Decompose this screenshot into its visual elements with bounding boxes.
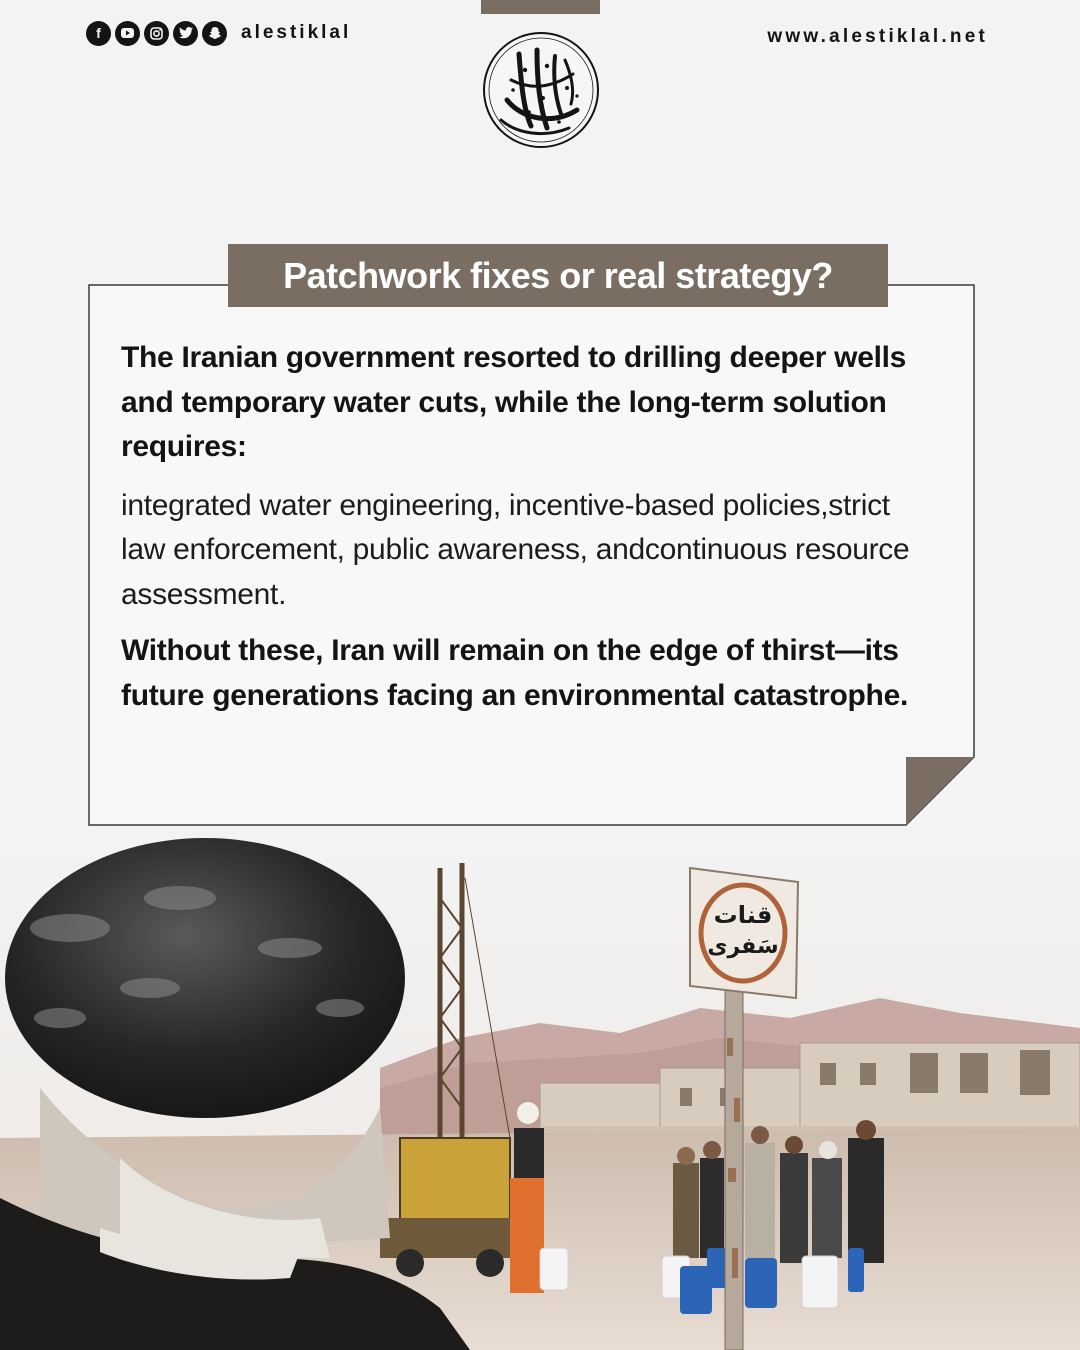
card-title: Patchwork fixes or real strategy?	[228, 244, 888, 307]
sign-text-line-2: سَفرى	[707, 934, 779, 959]
youtube-icon[interactable]	[115, 21, 140, 46]
sign-text-line-1: قنات	[713, 901, 773, 929]
snapchat-icon[interactable]	[202, 21, 227, 46]
paragraph-solutions: integrated water engineering, incentive-based policies,strict law enforcement, public awareness, andcontinuous resource assessment.	[121, 488, 910, 611]
twitter-icon[interactable]	[173, 21, 198, 46]
folded-corner	[906, 757, 974, 825]
paragraph-intro: The Iranian government resorted to drilling deeper wells and temporary water cuts, while the long-term solution requires:	[121, 341, 907, 463]
social-handle[interactable]: alestiklal	[241, 22, 352, 43]
paragraph-conclusion: Without these, Iran will remain on the edge of thirst—its future generations facing an environmental catastrophe.	[121, 634, 908, 712]
drilling-scene-photo	[0, 838, 1080, 1350]
social-links	[86, 20, 351, 46]
instagram-icon[interactable]	[144, 21, 169, 46]
top-accent-tab	[481, 0, 600, 14]
facebook-icon[interactable]: f	[86, 21, 111, 46]
card-body	[121, 336, 941, 718]
calligraphy-logo	[481, 30, 601, 150]
website-link[interactable]: www.alestiklal.net	[767, 26, 988, 47]
